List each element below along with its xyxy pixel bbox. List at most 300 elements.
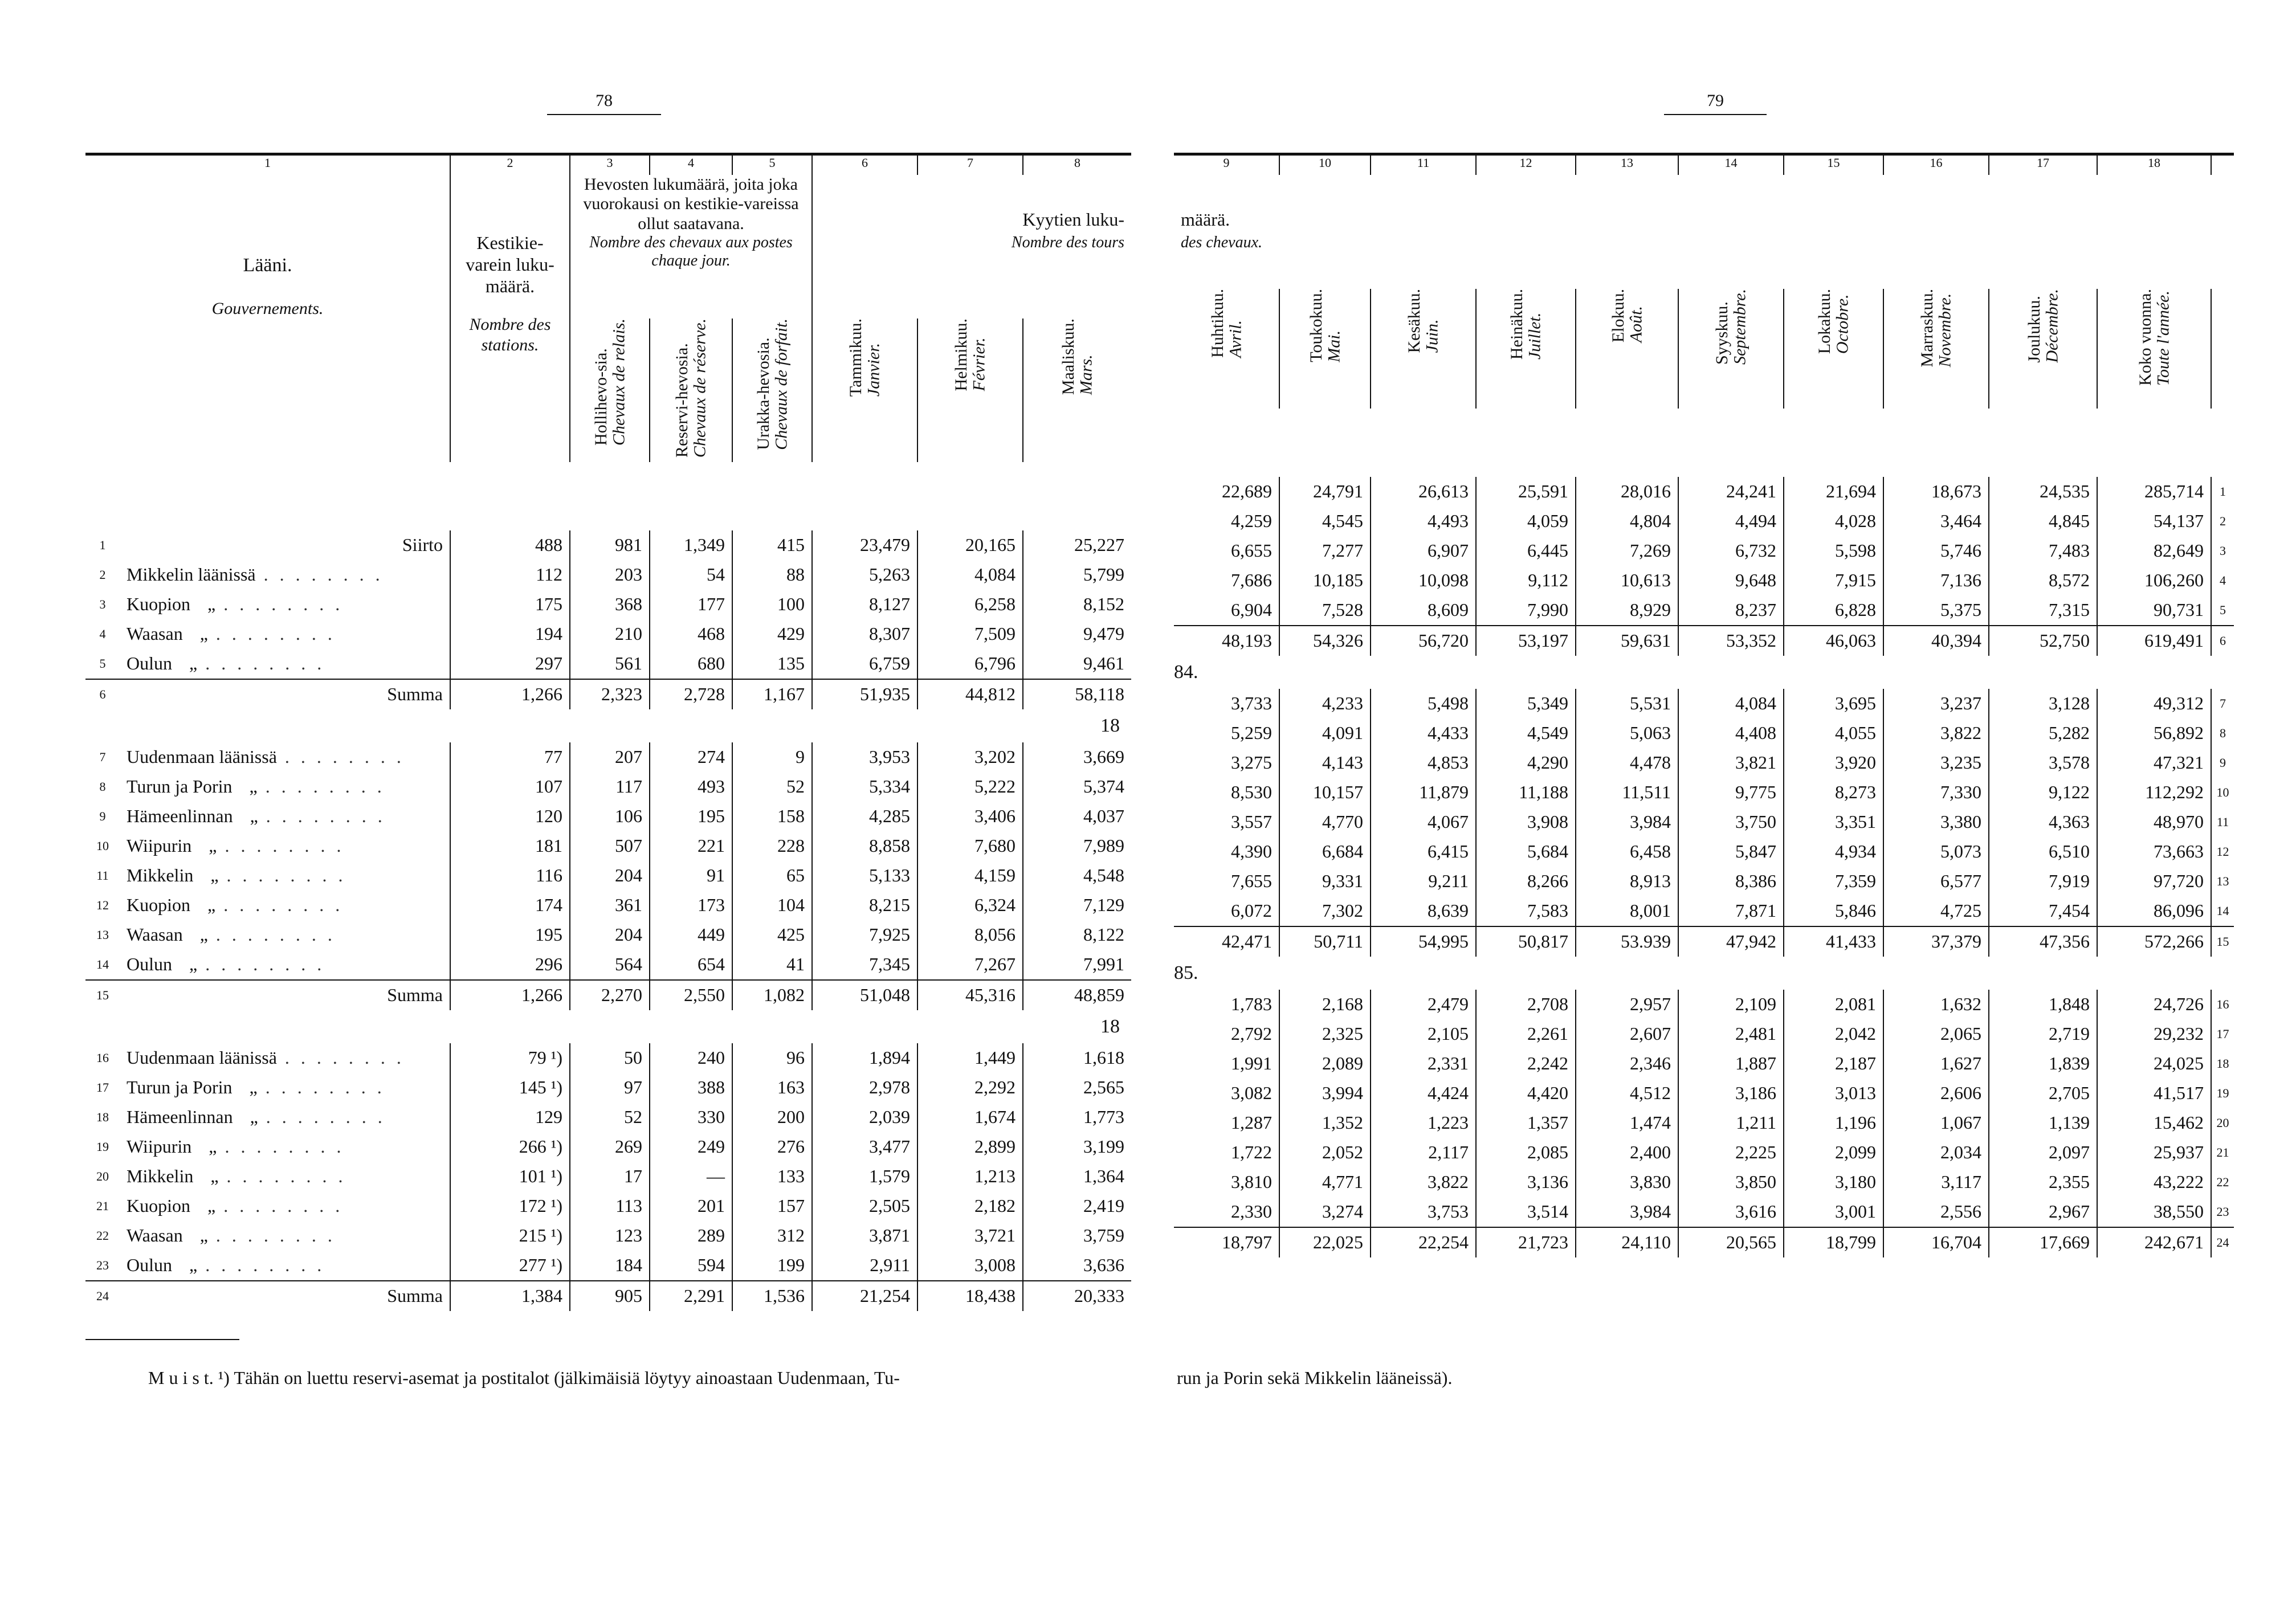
leader-dots: . . . . . . . . — [265, 776, 385, 797]
value-cell: 2,085 — [1476, 1138, 1576, 1167]
value-cell: 1,474 — [1576, 1108, 1678, 1138]
row-number: 24 — [2211, 1227, 2234, 1257]
row-number: 11 — [2211, 807, 2234, 837]
value-cell: 330 — [650, 1102, 732, 1132]
row-number: 18 — [2211, 1049, 2234, 1079]
value-cell: 41,517 — [2097, 1079, 2211, 1108]
province-name — [120, 772, 450, 802]
ditto-mark: „ — [189, 954, 198, 975]
value-cell: 9,112 — [1476, 566, 1576, 595]
province-name — [120, 1281, 450, 1311]
value-cell: 17 — [570, 1162, 650, 1191]
province-label: Turun ja Porin — [127, 776, 233, 797]
footnote-left: M u i s t. ¹) Tähän on luettu reservi-asemat ja postitalot (jälkimäisiä löytyy ainoastaan Uudenmaan, Tu- — [148, 1367, 900, 1388]
value-cell: 8,266 — [1476, 867, 1576, 896]
value-cell: 77 — [450, 742, 570, 772]
value-cell: 6,904 — [1231, 599, 1272, 620]
value-cell: 49,312 — [2097, 689, 2211, 718]
value-cell: 53,197 — [1476, 626, 1576, 656]
value-cell: 3,669 — [1023, 742, 1131, 772]
province-label: Kuopion — [127, 895, 190, 916]
value-cell: 1,287 — [1231, 1112, 1272, 1133]
month-header — [1476, 289, 1576, 409]
value-cell: 3,351 — [1784, 807, 1883, 837]
value-cell: 249 — [650, 1132, 732, 1162]
value-cell: 1,357 — [1476, 1108, 1576, 1138]
value-cell: 42,471 — [1174, 926, 1279, 957]
province-name — [120, 649, 450, 679]
province-name — [120, 530, 450, 560]
value-cell: 1,196 — [1784, 1108, 1883, 1138]
province-label: Kuopion — [127, 594, 190, 615]
value-cell: — — [650, 1162, 732, 1191]
column-number: 7 — [917, 154, 1023, 175]
table-row — [85, 679, 1131, 709]
column-number: 13 — [1576, 154, 1678, 175]
value-cell: 2,957 — [1576, 990, 1678, 1019]
sum-label: Summa — [387, 684, 443, 705]
year-label-left: 18 — [1100, 714, 1120, 736]
value-cell: 7,359 — [1784, 867, 1883, 896]
leader-dots: . . . . . . . . — [284, 746, 405, 767]
value-cell: 44,812 — [917, 679, 1023, 709]
value-cell: 3,008 — [917, 1251, 1023, 1281]
value-cell: 2,355 — [1989, 1167, 2097, 1197]
table-row — [85, 1281, 1131, 1311]
province-label: Hämeenlinnan — [127, 806, 233, 827]
value-cell: 4,390 — [1231, 841, 1272, 861]
value-cell: 2,089 — [1279, 1049, 1371, 1079]
value-cell: 1,364 — [1023, 1162, 1131, 1191]
value-cell: 5,374 — [1023, 772, 1131, 802]
value-cell: 297 — [450, 649, 570, 679]
value-cell: 184 — [570, 1251, 650, 1281]
value-cell: 2,978 — [812, 1073, 917, 1102]
row-number: 9 — [2211, 748, 2234, 778]
table-row — [85, 649, 1131, 679]
column-number: 11 — [1371, 154, 1476, 175]
value-cell: 1,579 — [812, 1162, 917, 1191]
value-cell: 242,671 — [2097, 1227, 2211, 1257]
leader-dots: . . . . . . . . — [226, 865, 346, 886]
header-gap — [1174, 409, 2234, 477]
province-label: Uudenmaan läänissä — [127, 1047, 277, 1068]
value-cell: 3,908 — [1476, 807, 1576, 837]
value-cell: 120 — [450, 802, 570, 831]
value-cell: 2,556 — [1883, 1197, 1989, 1227]
value-cell: 269 — [570, 1132, 650, 1162]
value-cell: 2,719 — [1989, 1019, 2097, 1049]
province-name — [120, 1132, 450, 1162]
value-cell: 8,307 — [812, 619, 917, 649]
ditto-mark: „ — [189, 1255, 198, 1276]
value-cell: 2,292 — [917, 1073, 1023, 1102]
value-cell: 20,565 — [1678, 1227, 1784, 1257]
province-label: Oulun — [127, 653, 172, 674]
row-number: 13 — [96, 927, 109, 942]
province-label: Mikkelin läänissä — [127, 564, 256, 585]
value-cell: 3,994 — [1279, 1079, 1371, 1108]
column-number: 14 — [1678, 154, 1784, 175]
month-header — [1784, 289, 1883, 409]
table-row — [85, 1073, 1131, 1102]
value-cell: 1,894 — [812, 1043, 917, 1073]
province-name — [120, 980, 450, 1010]
value-cell: 50,817 — [1476, 926, 1576, 957]
value-cell: 8,215 — [812, 891, 917, 920]
value-cell: 2,109 — [1678, 990, 1784, 1019]
value-cell: 3,984 — [1576, 807, 1678, 837]
value-cell: 4,494 — [1678, 507, 1784, 536]
value-cell: 3,136 — [1476, 1167, 1576, 1197]
province-name — [120, 679, 450, 709]
value-cell: 52 — [732, 772, 812, 802]
spacer — [2211, 289, 2234, 409]
value-cell: 9 — [732, 742, 812, 772]
value-cell: 425 — [732, 920, 812, 950]
row-number: 2 — [2211, 507, 2234, 536]
value-cell: 2,034 — [1883, 1138, 1989, 1167]
row-number: 17 — [96, 1080, 109, 1095]
value-cell: 3,830 — [1576, 1167, 1678, 1197]
value-cell: 1,839 — [1989, 1049, 2097, 1079]
value-cell: 2,606 — [1883, 1079, 1989, 1108]
row-number: 21 — [2211, 1138, 2234, 1167]
value-cell: 4,770 — [1279, 807, 1371, 837]
header-gap — [85, 462, 1131, 530]
value-cell: 112 — [450, 560, 570, 590]
footnote-right: run ja Porin sekä Mikkelin lääneissä). — [1177, 1367, 1453, 1388]
value-cell: 564 — [570, 950, 650, 980]
province-name — [120, 1102, 450, 1132]
province-label: Hämeenlinnan — [127, 1106, 233, 1128]
row-number: 5 — [2211, 595, 2234, 626]
value-cell: 22,025 — [1279, 1227, 1371, 1257]
row-number: 22 — [96, 1228, 109, 1243]
value-cell: 4,512 — [1576, 1079, 1678, 1108]
table-row — [1174, 507, 2234, 536]
row-number: 10 — [96, 838, 109, 853]
value-cell: 48,970 — [2097, 807, 2211, 837]
sum-label: Summa — [387, 985, 443, 1006]
value-cell: 4,545 — [1279, 507, 1371, 536]
table-row — [85, 1102, 1131, 1132]
value-cell: 25,591 — [1476, 477, 1576, 507]
leader-dots: . . . . . . . . — [205, 954, 325, 975]
province-name — [120, 1043, 450, 1073]
value-cell: 7,915 — [1784, 566, 1883, 595]
value-cell: 1,349 — [650, 530, 732, 560]
value-cell: 65 — [732, 861, 812, 891]
value-cell: 3,380 — [1883, 807, 1989, 837]
leader-dots: . . . . . . . . — [266, 806, 386, 827]
row-number: 8 — [99, 779, 106, 794]
value-cell: 5,799 — [1023, 560, 1131, 590]
value-cell: 1,211 — [1678, 1108, 1784, 1138]
value-cell: 6,445 — [1476, 536, 1576, 566]
value-cell: 8,122 — [1023, 920, 1131, 950]
month-header — [812, 318, 917, 462]
month-name: Elokuu. — [1608, 288, 1628, 342]
value-cell: 54,137 — [2097, 507, 2211, 536]
province-name — [120, 861, 450, 891]
value-cell: 7,315 — [1989, 595, 2097, 626]
column-number: 18 — [2097, 154, 2211, 175]
row-number: 11 — [96, 868, 109, 883]
row-number: 17 — [2211, 1019, 2234, 1049]
value-cell: 449 — [650, 920, 732, 950]
value-cell: 4,549 — [1476, 718, 1576, 748]
month-name: Lokakuu. — [1815, 288, 1834, 354]
value-cell: 177 — [650, 590, 732, 619]
value-cell: 680 — [650, 649, 732, 679]
value-cell: 3,235 — [1883, 748, 1989, 778]
row-number: 2 — [99, 567, 106, 582]
month-name: Huhtikuu. — [1208, 288, 1227, 358]
value-cell: 2,967 — [1989, 1197, 2097, 1227]
value-cell: 47,942 — [1678, 926, 1784, 957]
value-cell: 28,016 — [1576, 477, 1678, 507]
value-cell: 2,400 — [1576, 1138, 1678, 1167]
value-cell: 7,583 — [1476, 896, 1576, 926]
value-cell: 388 — [650, 1073, 732, 1102]
province-name — [120, 1162, 450, 1191]
value-cell: 24,726 — [2097, 990, 2211, 1019]
month-name-fr: Octobre. — [1833, 293, 1852, 354]
value-cell: 100 — [732, 590, 812, 619]
province-name — [120, 1191, 450, 1221]
value-cell: 24,535 — [1989, 477, 2097, 507]
value-cell: 5,847 — [1678, 837, 1784, 867]
value-cell: 6,072 — [1231, 900, 1272, 921]
value-cell: 52,750 — [1989, 626, 2097, 656]
value-cell: 3,186 — [1678, 1079, 1784, 1108]
value-cell: 50,711 — [1279, 926, 1371, 957]
value-cell: 195 — [450, 920, 570, 950]
value-cell: 2,097 — [1989, 1138, 2097, 1167]
table-row — [85, 861, 1131, 891]
value-cell: 4,934 — [1784, 837, 1883, 867]
province-label: Oulun — [127, 1255, 172, 1276]
lani-header: Lääni. Gouvernements. — [211, 254, 324, 318]
total-name: Koko vuonna. — [2135, 288, 2155, 386]
value-cell: 9,648 — [1678, 566, 1784, 595]
right-statistics-table — [1174, 153, 2234, 1257]
value-cell: 2,323 — [570, 679, 650, 709]
value-cell: 4,493 — [1371, 507, 1476, 536]
ditto-mark: „ — [209, 1136, 217, 1157]
ditto-mark: „ — [250, 1106, 258, 1128]
row-number: 24 — [85, 1281, 120, 1311]
value-cell: 3,920 — [1784, 748, 1883, 778]
value-cell: 5,263 — [812, 560, 917, 590]
value-cell: 204 — [570, 920, 650, 950]
value-cell: 18,438 — [917, 1281, 1023, 1311]
column-number: 8 — [1023, 154, 1131, 175]
value-cell: 8,858 — [812, 831, 917, 861]
value-cell: 7,680 — [917, 831, 1023, 861]
value-cell: 200 — [732, 1102, 812, 1132]
value-cell: 210 — [570, 619, 650, 649]
page-number-left: 78 — [547, 91, 661, 115]
table-row — [85, 950, 1131, 980]
value-cell: 1,991 — [1231, 1053, 1272, 1073]
value-cell: 2,187 — [1784, 1049, 1883, 1079]
value-cell: 51,048 — [812, 980, 917, 1010]
value-cell: 133 — [732, 1162, 812, 1191]
tours-group-header-cont: määrä. des chevaux. — [1181, 209, 1263, 251]
value-cell: 312 — [732, 1221, 812, 1251]
value-cell: 7,129 — [1023, 891, 1131, 920]
value-cell: 1,139 — [1989, 1108, 2097, 1138]
month-name: Syyskuu. — [1712, 301, 1731, 365]
value-cell: 4,059 — [1476, 507, 1576, 536]
value-cell: 3,202 — [917, 742, 1023, 772]
value-cell: 1,213 — [917, 1162, 1023, 1191]
value-cell: 2,728 — [650, 679, 732, 709]
month-name-fr: Août. — [1626, 305, 1645, 342]
year-label-right: 85. — [1174, 962, 1198, 983]
value-cell: 4,091 — [1279, 718, 1371, 748]
value-cell: 3,759 — [1023, 1221, 1131, 1251]
value-cell: 56,892 — [2097, 718, 2211, 748]
ditto-mark: „ — [207, 594, 216, 615]
value-cell: 7,483 — [1989, 536, 2097, 566]
value-cell: 3,721 — [917, 1221, 1023, 1251]
value-cell: 47,321 — [2097, 748, 2211, 778]
value-cell: 2,550 — [650, 980, 732, 1010]
value-cell: 594 — [650, 1251, 732, 1281]
value-cell: 3,180 — [1784, 1167, 1883, 1197]
value-cell: 9,211 — [1371, 867, 1476, 896]
row-number: 14 — [2211, 896, 2234, 926]
value-cell: 48,859 — [1023, 980, 1131, 1010]
value-cell: 199 — [732, 1251, 812, 1281]
value-cell: 3,082 — [1231, 1083, 1272, 1103]
value-cell: 2,911 — [812, 1251, 917, 1281]
month-name-fr: Novembre. — [1935, 293, 1955, 367]
table-row — [1174, 1167, 2234, 1197]
value-cell: 5,259 — [1231, 722, 1272, 743]
table-row — [1174, 837, 2234, 867]
value-cell: 2,117 — [1371, 1138, 1476, 1167]
value-cell: 3,871 — [812, 1221, 917, 1251]
value-cell: 2,346 — [1576, 1049, 1678, 1079]
value-cell: 54,995 — [1371, 926, 1476, 957]
value-cell: 6,684 — [1279, 837, 1371, 867]
month-name-fr: Février. — [969, 337, 989, 391]
month-name: Kesäkuu. — [1405, 288, 1424, 353]
value-cell: 181 — [450, 831, 570, 861]
leader-dots: . . . . . . . . — [215, 623, 336, 644]
province-name — [120, 560, 450, 590]
value-cell: 4,159 — [917, 861, 1023, 891]
value-cell: 6,458 — [1576, 837, 1678, 867]
row-number: 8 — [2211, 718, 2234, 748]
leader-dots: . . . . . . . . — [215, 1225, 336, 1246]
column-number-spacer — [2211, 154, 2234, 175]
value-cell: 7,509 — [917, 619, 1023, 649]
value-cell: 82,649 — [2097, 536, 2211, 566]
value-cell: 488 — [450, 530, 570, 560]
value-cell: 117 — [570, 772, 650, 802]
left-statistics-table — [85, 153, 1131, 1311]
value-cell: 194 — [450, 619, 570, 649]
table-row — [1174, 807, 2234, 837]
value-cell: 3,821 — [1678, 748, 1784, 778]
column-number: 15 — [1784, 154, 1883, 175]
holli-header: Hollihevo-sia. Chevaux de relais. — [570, 318, 650, 462]
value-cell: 50 — [570, 1043, 650, 1073]
value-cell: 5,598 — [1784, 536, 1883, 566]
province-label: Waasan — [127, 1225, 183, 1246]
value-cell: 5,375 — [1883, 595, 1989, 626]
value-cell: 7,919 — [1989, 867, 2097, 896]
month-name: Tammikuu. — [846, 318, 865, 397]
value-cell: 1,618 — [1023, 1043, 1131, 1073]
value-cell: 10,157 — [1279, 778, 1371, 807]
value-cell: 24,791 — [1279, 477, 1371, 507]
province-label: Turun ja Porin — [127, 1077, 233, 1098]
value-cell: 2,039 — [812, 1102, 917, 1132]
month-name: Joulukuu. — [2024, 295, 2044, 363]
leader-dots: . . . . . . . . — [225, 1136, 345, 1157]
table-row — [85, 980, 1131, 1010]
month-header — [1678, 289, 1784, 409]
ditto-mark: „ — [210, 865, 219, 886]
value-cell: 5,222 — [917, 772, 1023, 802]
value-cell: 6,828 — [1784, 595, 1883, 626]
row-number: 20 — [96, 1169, 109, 1183]
value-cell: 6,732 — [1678, 536, 1784, 566]
value-cell: 4,853 — [1371, 748, 1476, 778]
value-cell: 7,871 — [1678, 896, 1784, 926]
value-cell: 3,810 — [1231, 1171, 1272, 1192]
value-cell: 9,461 — [1023, 649, 1131, 679]
value-cell: 129 — [450, 1102, 570, 1132]
value-cell: 8,152 — [1023, 590, 1131, 619]
value-cell: 4,548 — [1023, 861, 1131, 891]
value-cell: 2,168 — [1279, 990, 1371, 1019]
value-cell: 361 — [570, 891, 650, 920]
table-row — [1174, 1227, 2234, 1257]
value-cell: 240 — [650, 1043, 732, 1073]
value-cell: 619,491 — [2097, 626, 2211, 656]
value-cell: 493 — [650, 772, 732, 802]
province-name — [120, 619, 450, 649]
month-name-fr: Septembre. — [1730, 288, 1749, 365]
value-cell: 10,613 — [1576, 566, 1678, 595]
value-cell: 7,267 — [917, 950, 1023, 980]
month-name-fr: Juillet. — [1525, 312, 1544, 360]
value-cell: 47,356 — [1989, 926, 2097, 957]
value-cell: 207 — [570, 742, 650, 772]
value-cell: 7,454 — [1989, 896, 2097, 926]
value-cell: 1,627 — [1883, 1049, 1989, 1079]
value-cell: 1,384 — [450, 1281, 570, 1311]
column-number: 16 — [1883, 154, 1989, 175]
value-cell: 266 ¹) — [450, 1132, 570, 1162]
value-cell: 2,225 — [1678, 1138, 1784, 1167]
leader-dots: . . . . . . . . — [223, 1195, 344, 1216]
ditto-mark: „ — [249, 1077, 258, 1098]
value-cell: 507 — [570, 831, 650, 861]
month-header — [1371, 289, 1476, 409]
row-number: 7 — [99, 749, 106, 764]
value-cell: 2,261 — [1476, 1019, 1576, 1049]
ditto-mark: „ — [210, 1166, 219, 1187]
province-name — [120, 1221, 450, 1251]
